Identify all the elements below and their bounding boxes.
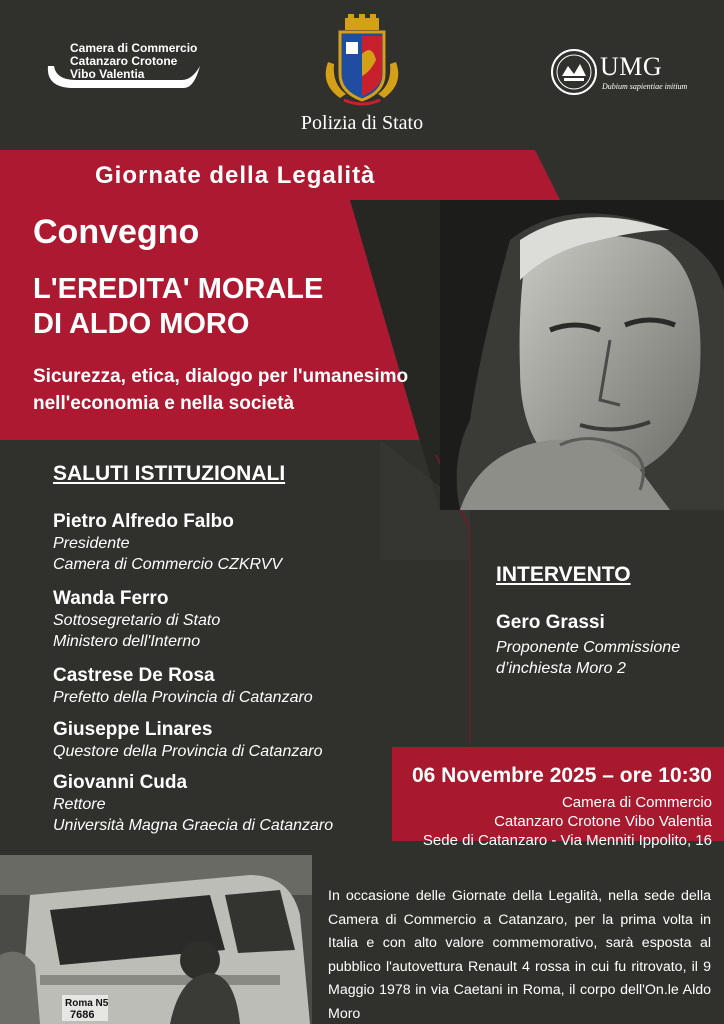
speaker-role: Ministero dell'Interno xyxy=(53,633,201,650)
camera-commercio-logo xyxy=(44,40,204,100)
event-location xyxy=(423,793,712,850)
speaker-item xyxy=(53,772,333,836)
speaker-name: Castrese De Rosa xyxy=(53,665,215,686)
polizia-logo xyxy=(300,14,424,134)
location-line-2: Catanzaro Crotone Vibo Valentia xyxy=(494,813,712,830)
speaker-item xyxy=(53,719,322,762)
convegno-title: Convegno xyxy=(33,213,200,251)
event-series-title: Giornate della Legalità xyxy=(95,162,376,189)
location-line-3: Sede di Catanzaro - Via Menniti Ippolito, 16 xyxy=(422,832,712,849)
speaker-role: Questore della Provincia di Catanzaro xyxy=(53,743,323,760)
speaker-role: d’inchiesta Moro 2 xyxy=(496,660,626,677)
saluti-title: SALUTI ISTITUZIONALI xyxy=(53,462,286,485)
speaker-name: Gero Grassi xyxy=(496,612,605,633)
speaker-role: Proponente Commissione xyxy=(496,639,681,656)
description-line-1: Sicurezza, etica, dialogo per l'umanesimo xyxy=(33,366,409,387)
umg-motto: Dubium sapientiae initium xyxy=(602,82,688,91)
police-crest-icon xyxy=(300,14,424,110)
cc-logo-line-3: Vibo Valentia xyxy=(70,67,145,81)
event-info-box xyxy=(392,747,724,849)
description-line-2: nell'economia e nella società xyxy=(33,393,295,414)
umg-seal-icon xyxy=(550,48,598,96)
speaker-name: Wanda Ferro xyxy=(53,588,169,609)
umg-logo xyxy=(550,48,690,100)
polizia-label: Polizia di Stato xyxy=(300,112,424,134)
aldo-moro-portrait xyxy=(440,200,724,510)
cc-swoosh-icon xyxy=(44,58,204,92)
location-line-1: Camera di Commercio xyxy=(561,794,712,811)
intervento-title: INTERVENTO xyxy=(496,563,631,586)
umg-wordmark: UMG xyxy=(600,52,663,81)
exhibition-description: In occasione delle Giornate della Legalità, nella sede della Camera di Commercio a Catanzaro, per la prima volta in Italia e con alto valore commemorativo, sarà esposta al pubblico l'autovettura Renault 4 rossa in cui fu ritrovato, il 9 Maggio 1978 in via Caetani in Roma, il corpo dell'On.le Aldo Moro xyxy=(328,888,711,1022)
speaker-role: Prefetto della Provincia di Catanzaro xyxy=(53,689,313,706)
intervento-speaker xyxy=(496,612,680,679)
cc-logo-line-1: Camera di Commercio xyxy=(70,41,198,55)
speaker-name: Pietro Alfredo Falbo xyxy=(53,511,234,532)
speaker-name: Giuseppe Linares xyxy=(53,719,213,740)
event-description xyxy=(33,363,443,417)
renault-4-photo xyxy=(0,855,312,1024)
speaker-item xyxy=(53,665,313,708)
speaker-role: Sottosegretario di Stato xyxy=(53,612,221,629)
main-title-line-2: DI ALDO MORO xyxy=(33,308,250,340)
speaker-name: Giovanni Cuda xyxy=(53,772,188,793)
speaker-role: Università Magna Graecia di Catanzaro xyxy=(53,817,334,834)
car-plate-line-2: 7686 xyxy=(70,1009,95,1021)
event-date: 06 Novembre 2025 – ore 10:30 xyxy=(411,764,712,787)
speaker-item xyxy=(53,588,220,652)
main-title xyxy=(33,272,413,342)
speaker-role: Presidente xyxy=(53,535,130,552)
speaker-item xyxy=(53,511,282,575)
car-plate-line-1: Roma N5 xyxy=(65,998,109,1009)
cc-logo-line-2: Catanzaro Crotone xyxy=(70,54,178,68)
speaker-role: Camera di Commercio CZKRVV xyxy=(53,556,283,573)
speaker-role: Rettore xyxy=(53,796,106,813)
main-title-line-1: L'EREDITA' MORALE xyxy=(33,273,324,305)
